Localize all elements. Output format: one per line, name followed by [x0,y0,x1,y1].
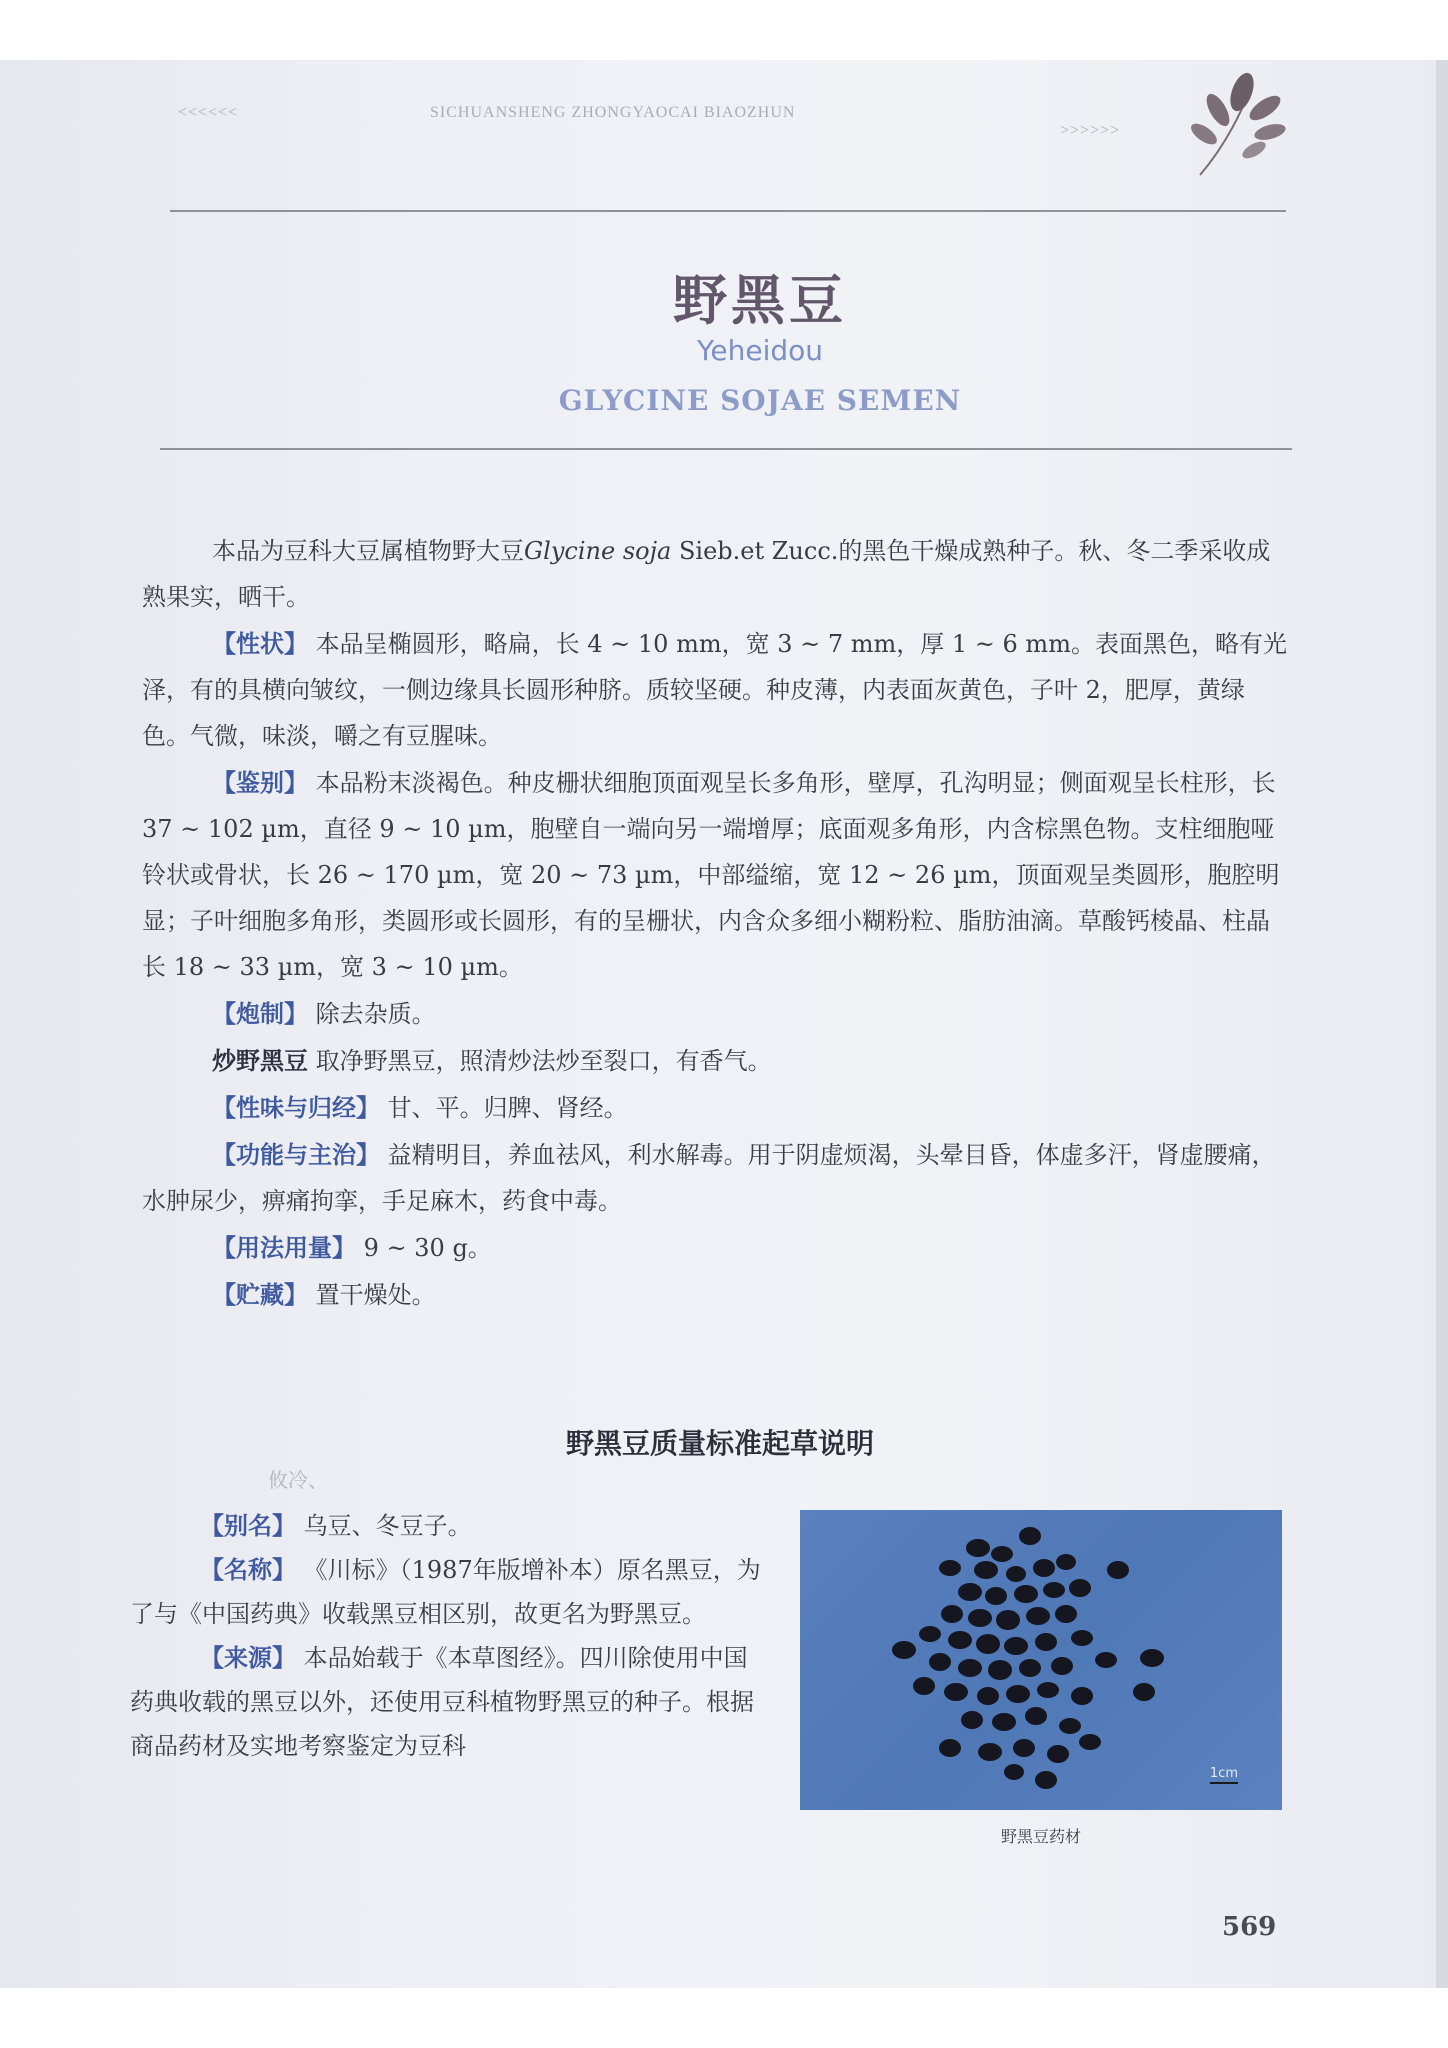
section-label: 【来源】 [200,1644,296,1672]
section-label: 【贮藏】 [212,1281,308,1309]
section-yongfa [142,1225,1292,1271]
section-text: 9 ~ 30 g。 [363,1234,492,1262]
seeds-image [800,1510,1282,1810]
scale-bar-label: 1cm [1210,1766,1238,1784]
running-head-left-marks: <<<<<< [178,104,239,121]
section-text: 除去杂质。 [315,1000,436,1028]
section-label: 【性状】 [212,630,308,658]
top-rule [170,210,1286,212]
section-xingzhuang [142,621,1292,759]
intro-text-a: 本品为豆科大豆属植物野大豆 [212,537,524,565]
monograph-text [142,528,1292,1319]
title-chinese: 野黑豆 [673,268,847,332]
draft-note-author: 攸冷、 [268,1468,328,1492]
section-label: 【炮制】 [212,1000,308,1028]
section-xingwei [142,1085,1292,1131]
section-text: 本品呈椭圆形，略扁，长 4 ~ 10 mm，宽 3 ~ 7 mm，厚 1 ~ 6 mm。表面黑色，略有光泽，有的具横向皱纹，一侧边缘具长圆形种脐。质较坚硬。种皮薄，内表面灰黄色，子叶 2，肥厚，黄绿色。气微，味淡，嚼之有豆腥味。 [142,630,1287,750]
title-latin: GLYCINE SOJAE SEMEN [558,384,962,417]
section-chao [142,1038,1292,1084]
section-text: 益精明目，养血祛风，利水解毒。用于阴虚烦渴，头晕目昏，体虚多汗，肾虚腰痛，水肿尿少，痹痛拘挛，手足麻木，药食中毒。 [142,1141,1276,1215]
section-text: 乌豆、冬豆子。 [303,1512,472,1540]
section-laiyuan [130,1636,770,1768]
running-head-title: SICHUANSHENG ZHONGYAOCAI BIAOZHUN [430,104,796,121]
section-jianbie [142,760,1292,990]
section-text: 本品始载于《本草图经》。四川除使用中国药典收载的黑豆以外，还使用豆科植物野黑豆的种子。根据商品药材及实地考察鉴定为豆科 [130,1644,754,1760]
intro-text-b: Sieb.et Zucc.的黑色干燥成熟种子。秋、冬二季采收成熟果实，晒干。 [142,537,1271,611]
draft-note-title: 野黑豆质量标准起草说明 [565,1427,874,1460]
section-zhucang [142,1272,1292,1318]
species-name: Glycine soja [524,537,672,565]
intro-paragraph [142,528,1292,620]
section-text: 《川标》（1987年版增补本）原名黑豆，为了与《中国药典》收载黑豆相区别，故更名为野黑豆。 [130,1556,761,1628]
page-number: 569 [1222,1912,1277,1942]
section-paozhi [142,991,1292,1037]
section-label: 【功能与主治】 [212,1141,380,1169]
running-head-right-marks: >>>>>> [1060,122,1121,139]
seed-photo [800,1510,1282,1810]
section-bieming [130,1504,770,1548]
section-mingcheng [130,1548,770,1636]
section-text: 置干燥处。 [315,1281,436,1309]
title-bottom-rule [160,448,1292,450]
section-label: 【鉴别】 [212,769,308,797]
photo-caption: 野黑豆药材 [1000,1827,1081,1846]
section-label: 【名称】 [200,1556,296,1584]
section-gongneng [142,1132,1292,1224]
section-label: 【性味与归经】 [212,1094,380,1122]
section-text: 本品粉末淡褐色。种皮栅状细胞顶面观呈长多角形，壁厚，孔沟明显；侧面观呈长柱形，长 37 ~ 102 µm，直径 9 ~ 10 µm，胞壁自一端向另一端增厚；底面观多角形，内含棕黑色物。支柱细胞哑铃状或骨状，长 26 ~ 170 µm，宽 20 ~ 73 µm，中部缢缩，宽 12 ~ 26 µm，顶面观呈类圆形，胞腔明显；子叶细胞多角形，类圆形或长圆形，有的呈栅状，内含众多细小糊粉粒、脂肪油滴。草酸钙棱晶、柱晶长 18 ~ 33 µm，宽 3 ~ 10 µm。 [142,769,1280,981]
section-text: 取净野黑豆，照清炒法炒至裂口，有香气。 [315,1047,772,1075]
section-label: 【用法用量】 [212,1234,356,1262]
subsection-label: 炒野黑豆 [212,1046,308,1075]
leaf-logo-icon [1170,70,1290,180]
section-label: 【别名】 [200,1512,296,1540]
draft-note-text [130,1504,770,1768]
title-pinyin: Yeheidou [696,334,823,367]
section-text: 甘、平。归脾、肾经。 [387,1094,628,1122]
